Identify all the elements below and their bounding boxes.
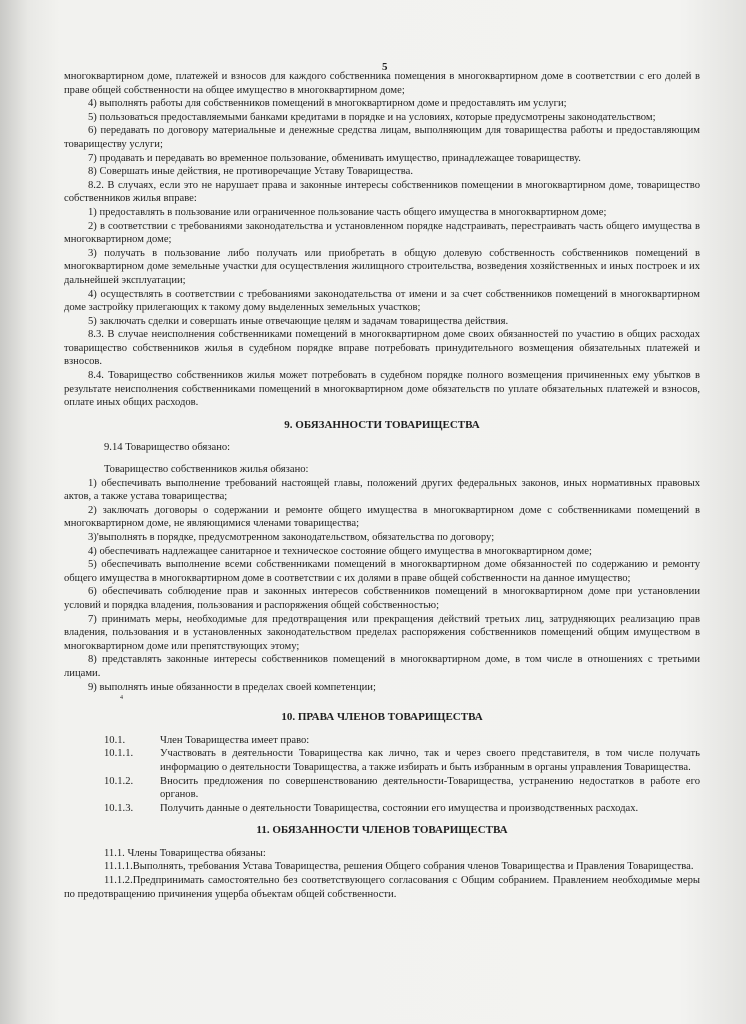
paragraph: 1) предоставлять в пользование или ограниченное пользование часть общего имущества в многоквартирном доме;	[88, 206, 607, 218]
handwritten-mark: 4	[120, 695, 123, 702]
paragraph: 2) в соответствии с требованиями законодательства и установленном порядке надстраивать, перестраивать часть общего имущества в многоквартирном доме;	[64, 220, 700, 246]
clause-row	[64, 734, 700, 748]
clause-paragraph: 11.1.1.Выполнять, требования Устава Товарищества, решения Общего собрания членов Товарищества и Правления Товарищества.	[104, 861, 694, 873]
document-body	[64, 60, 700, 901]
paragraph: 5) пользоваться предоставляемыми банками кредитами в порядке и на условиях, которые предусмотрены законодательством;	[88, 111, 656, 123]
clause-number: 10.1.1.	[104, 748, 134, 760]
section-9-lead: Товарищество собственников жилья обязано:	[104, 464, 309, 476]
list-item: 7) принимать меры, необходимые для предотвращения или прекращения действий третьих лиц, затрудняющих реализацию прав владения, пользования и в установленных законодательством пределах распоряжения собственников помещений общим имуществом в многоквартирном доме или препятствующих этому;	[64, 613, 700, 652]
clause-text: Получить данные о деятельности Товарищества, состоянии его имущества и производственных расходах.	[160, 802, 639, 814]
clause-row	[64, 775, 700, 802]
paragraph: 8.4. Товарищество собственников жилья может потребовать в судебном порядке полного возмещения причиненных ему убытков в результате неисполнения собственниками помещений в многоквартирном доме обязательств по уплате обязательных платежей и взносов, оплате иных общих расходов.	[64, 370, 700, 409]
clause-row	[64, 802, 700, 816]
clause-number: 10.1.3.	[104, 802, 134, 814]
paragraph: 7) продавать и передавать во временное пользование, обменивать имущество, принадлежащее товариществу.	[88, 152, 581, 164]
clause-number: 10.1.	[104, 734, 126, 746]
section-9-intro: 9.14 Товарищество обязано:	[104, 442, 231, 454]
paragraph: 8) Совершать иные действия, не противоречащие Уставу Товарищества.	[88, 166, 413, 178]
paragraph: 4) осуществлять в соответствии с требованиями законодательства от имени и за счет собственников помещений в многоквартирном доме застройку прилегающих к такому дому выделенных земельных участков;	[64, 288, 700, 314]
clause-paragraph: 11.1. Члены Товарищества обязаны:	[104, 847, 266, 859]
list-item: 5) обеспечивать выполнение всеми собственниками помещений в многоквартирном доме обязанностей по содержанию и ремонту общего имущества в многоквартирном доме в соответствии с их долями в праве общей собственности на данное имущество;	[64, 559, 700, 584]
list-item: 1) обеспечивать выполнение требований настоящей главы, положений других федеральных законов, иных нормативных правовых актов, а также устава товарищества;	[64, 477, 700, 503]
list-item: 6) обеспечивать соблюдение прав и законных интересов собственников помещений в многоквартирном доме при установлении условий и порядка владения, пользования и распоряжения общей собственностью;	[64, 586, 700, 611]
list-item: 8) представлять законные интересы собственников помещений в многоквартирном доме, в том числе в отношениях с третьими лицами.	[64, 654, 700, 679]
list-item: 4) обеспечивать надлежащее санитарное и техническое состояние общего имущества в многоквартирном доме;	[88, 545, 592, 557]
list-item: 3)'выполнять в порядке, предусмотренном законодательством, обязательства по договору;	[88, 532, 495, 543]
list-item: 9) выполнять иные обязанности в пределах своей компетенции;	[88, 681, 376, 693]
section-10-heading: 10. ПРАВА ЧЛЕНОВ ТОВАРИЩЕСТВА	[281, 711, 483, 724]
paragraph: 8.2. В случаях, если это не нарушает права и законные интересы собственников помещении в многоквартирном доме, товарищество собственников жилья вправе:	[64, 179, 700, 205]
paragraph: 5) заключать сделки и совершать иные отвечающие целям и задачам товарищества действия.	[88, 315, 509, 327]
paragraph: многоквартирном доме, платежей и взносов для каждого собственника помещения в многоквартирном доме в соответствии с его долей в праве общей собственности на общее имущество в многоквартирном доме;	[64, 71, 700, 96]
section-9-heading: 9. ОБЯЗАННОСТИ ТОВАРИЩЕСТВА	[284, 418, 480, 431]
clause-text: Член Товарищества имеет право:	[160, 734, 310, 746]
clause-number: 10.1.2.	[104, 775, 134, 787]
paragraph: 8.3. В случае неисполнения собственниками помещений в многоквартирном доме своих обязанностей по участию в общих расходах товарищество собственников жилья в судебном порядке вправе потребовать принудительного возмещения обязательных платежей и взносов.	[64, 329, 700, 368]
list-item: 2) заключать договоры о содержании и ремонте общего имущества в многоквартирном доме с собственниками помещений в многоквартирном доме, не являющимися членами товарищества;	[64, 504, 700, 530]
paragraph: 4) выполнять работы для собственников помещений в многоквартирном доме и предоставлять им услуги;	[88, 98, 567, 110]
clause-text: Вносить предложения по совершенствованию деятельности-Товарищества, устранению недостатков в работе его органов.	[160, 775, 700, 801]
page-number: 5	[382, 61, 388, 73]
clause-text: Участвовать в деятельности Товарищества как лично, так и через своего представителя, в том числе получать информацию о деятельности Товарищества, а также избирать и быть избранным в органы управления Товарищества.	[160, 748, 700, 773]
paragraph: 3) получать в пользование либо получать или приобретать в общую долевую собственность собственников помещений в многоквартирном доме земельные участки для осуществления жилищного строительства, возведения хозяйственных и иных построек и их дальнейшей эксплуатации;	[64, 247, 700, 286]
clause-paragraph: 11.1.2.Предпринимать самостоятельно без соответствующего согласования с Общим собранием. Правлением необходимые меры по предотвращению причинения ущерба объектам общей собственности.	[64, 875, 700, 900]
clause-row	[64, 747, 700, 774]
paragraph: 6) передавать по договору материальные и денежные средства лицам, выполняющим для товарищества работы и предоставляющим товариществу услуги;	[64, 125, 700, 150]
section-11-heading: 11. ОБЯЗАННОСТИ ЧЛЕНОВ ТОВАРИЩЕСТВА	[256, 824, 508, 837]
